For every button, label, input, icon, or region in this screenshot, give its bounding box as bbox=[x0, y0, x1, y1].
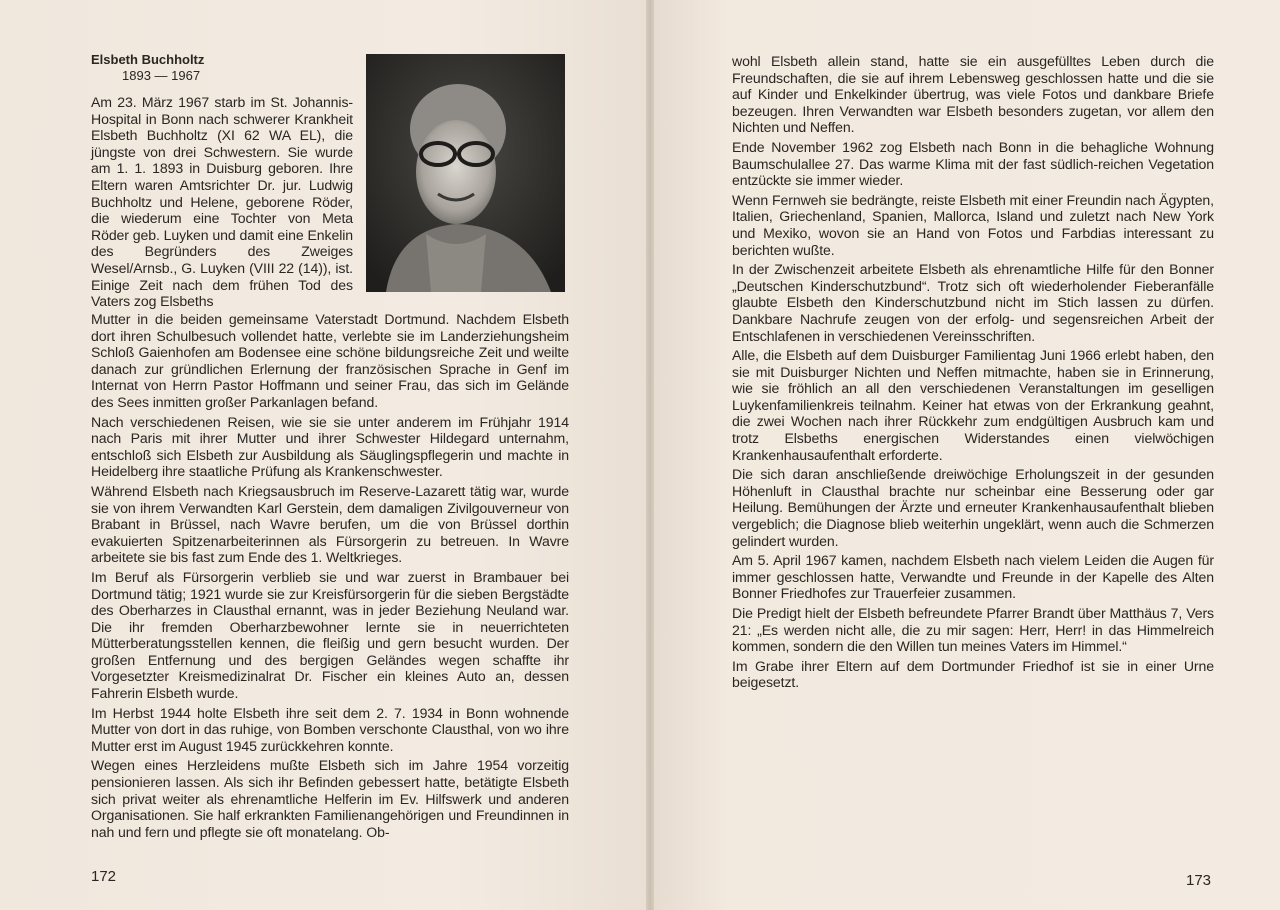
right-body-text bbox=[732, 53, 1214, 694]
left-paragraph: Mutter in die beiden gemeinsame Vaterstadt Dortmund. Nachdem Elsbeth dort ihren Schulbesuch vollendet hatte, verlebte sie im Landerziehungsheim Schloß Gaienhofen am Bodensee eine schöne bildungsreiche Zeit und weilte danach zur gründlichen Erlernung der französischen Sprache in Genf im Internat von Herrn Pastor Hoffmann und seiner Frau, das sich im Gelände des Sees inmitten großer Parkanlagen befand. bbox=[91, 311, 569, 410]
intro-paragraph: Am 23. März 1967 starb im St. Johannis-Hospital in Bonn nach schwerer Krankheit Elsbeth Buchholtz (XI 62 WA EL), die jüngste von drei Schwestern. Sie wurde am 1. 1. 1893 in Duisburg geboren. Ihre Eltern waren Amtsrichter Dr. jur. Ludwig Buchholtz und Helene, geborene Röder, die wiederum eine Tochter von Meta Röder geb. Luyken und damit eine Enkelin des Begründers des Zweiges Wesel/Arnsb., G. Luyken (VIII 22 (14)), ist. Einige Zeit nach dem frühen Tod des Vaters zog Elsbeths bbox=[91, 94, 353, 310]
left-paragraph: Nach verschiedenen Reisen, wie sie sie unter anderem im Frühjahr 1914 nach Paris mit ihrer Mutter und ihrer Schwester Hildegard unternahm, entschloß sich Elsbeth zur Ausbildung als Säuglingspflegerin und machte in Heidelberg ihre staatliche Prüfung als Krankenschwester. bbox=[91, 413, 569, 480]
right-paragraph: Im Grabe ihrer Eltern auf dem Dortmunder Friedhof ist sie in einer Urne beigesetzt. bbox=[732, 657, 1214, 691]
left-paragraph: Im Beruf als Fürsorgerin verblieb sie und war zuerst in Brambauer bei Dortmund tätig; 1921 wurde sie zur Kreisfürsorgerin für die sieben Bergstädte des Oberharzes in Clausthal ernannt, was in jeder Beziehung Neuland war. Die ihr fremden Oberharzbewohner lernte sie in neuerrichteten Mütterberatungsstellen kennen, die fleißig und gern besucht wurden. Der großen Entfernung und des bergigen Geländes wegen schaffte ihr Vorgesetzter Kreismedizinalrat Dr. Fischer ein kleines Auto an, dessen Fahrerin Elsbeth wurde. bbox=[91, 568, 569, 702]
portrait-photo-icon bbox=[366, 54, 565, 292]
right-paragraph: Die sich daran anschließende dreiwöchige Erholungszeit in der gesunden Höhenluft in Clausthal brachte nur scheinbar eine Besserung oder gar Heilung. Bemühungen der Ärzte und erneuter Krankenhausaufenthalt blieben vergeblich; die Diagnose blieb weiterhin ungeklärt, wenn auch die Schmerzen gelindert wurden. bbox=[732, 466, 1214, 549]
right-paragraph: Wenn Fernweh sie bedrängte, reiste Elsbeth mit einer Freundin nach Ägypten, Italien, Griechenland, Spanien, Mallorca, Island und zuletzt nach New York und Mexiko, wovon sie an Hand von Fotos und Farbdias interessant zu berichten wußte. bbox=[732, 191, 1214, 258]
life-years: 1893 — 1967 bbox=[122, 68, 201, 83]
right-paragraph: Alle, die Elsbeth auf dem Duisburger Familientag Juni 1966 erlebt haben, den sie mit Duisburger Nichten und Neffen mitmachte, haben sie in Erinnerung, wie sie fröhlich an all den verschiedenen Veranstaltungen im geselligen Luykenfamilienkreis teilnahm. Keiner hat etwas von der Erkrankung geahnt, die zwei Wochen nach ihrer Rückkehr zum endgültigen Ausbruch kam und trotz Elsbeths energischen Widerstandes einen vielwöchigen Krankenhausaufenthalt erforderte. bbox=[732, 347, 1214, 463]
right-paragraph: wohl Elsbeth allein stand, hatte sie ein ausgefülltes Leben durch die Freundschaften, die sie auf ihrem Lebensweg geschlossen hatte und die sie auf Kinder und Enkelkinder übertrug, was viele Fotos und dankbare Briefe bezeugen. Ihren Verwandten war Elsbeth besonders zugetan, vor allem den Nichten und Neffen. bbox=[732, 53, 1214, 136]
right-paragraph: Am 5. April 1967 kamen, nachdem Elsbeth nach vielem Leiden die Augen für immer geschlossen hatte, Verwandte und Freunde in der Kapelle des Alten Bonner Friedhofes zur Trauerfeier zusammen. bbox=[732, 552, 1214, 602]
page-number-right: 173 bbox=[1186, 872, 1212, 889]
intro-text bbox=[91, 94, 353, 313]
article-heading: Elsbeth Buchholtz bbox=[91, 52, 205, 67]
left-paragraph: Im Herbst 1944 holte Elsbeth ihre seit dem 2. 7. 1934 in Bonn wohnende Mutter von dort in das ruhige, von Bomben verschonte Clausthal, von wo ihre Mutter erst im August 1945 zurückkehren konnte. bbox=[91, 704, 569, 754]
page-number-left: 172 bbox=[91, 868, 117, 885]
left-paragraph: Wegen eines Herzleidens mußte Elsbeth sich im Jahre 1954 vorzeitig pensionieren lassen. Als sich ihr Befinden gebessert hatte, betätigte Elsbeth sich privat weiter als ehrenamtliche Helferin im Ev. Hilfswerk und anderen Organisationen. Sie half erkrankten Familienangehörigen und Freundinnen in nah und fern und pflegte sie oft monatelang. Ob- bbox=[91, 757, 569, 840]
left-paragraph: Während Elsbeth nach Kriegsausbruch im Reserve-Lazarett tätig war, wurde sie von ihrem Verwandten Karl Gerstein, dem damaligen Zivilgouverneur von Brabant in Brüssel, nach Wavre berufen, um die von Brüssel dorthin evakuierten Spitzenarbeiterinnen als Fürsorgerin zu betreuen. In Wavre arbeitete sie bis fast zum Ende des 1. Weltkrieges. bbox=[91, 482, 569, 566]
left-body-text bbox=[91, 311, 569, 843]
book-gutter bbox=[646, 0, 654, 910]
right-paragraph: In der Zwischenzeit arbeitete Elsbeth als ehrenamtliche Hilfe für den Bonner „Deutschen Kinderschutzbund“. Trotz sich oft wiederholender Fieberanfälle glaubte Elsbeth den Kinderschutzbund nicht im Stich lassen zu dürfen. Dankbare Nachrufe zeugen von der erfolg- und segensreichen Arbeit der Entschlafenen in verschiedenen Vereinsschriften. bbox=[732, 261, 1214, 344]
portrait-photo bbox=[366, 54, 565, 292]
right-paragraph: Ende November 1962 zog Elsbeth nach Bonn in die behagliche Wohnung Baumschulallee 27. Das warme Klima mit der fast südlich-reichen Vegetation entzückte sie immer wieder. bbox=[732, 138, 1214, 189]
right-paragraph: Die Predigt hielt der Elsbeth befreundete Pfarrer Brandt über Matthäus 7, Vers 21: „Es werden nicht alle, die zu mir sagen: Herr, Herr! in das Himmelreich kommen, sondern die den Willen tun meines Vaters im Himmel.“ bbox=[732, 605, 1214, 655]
